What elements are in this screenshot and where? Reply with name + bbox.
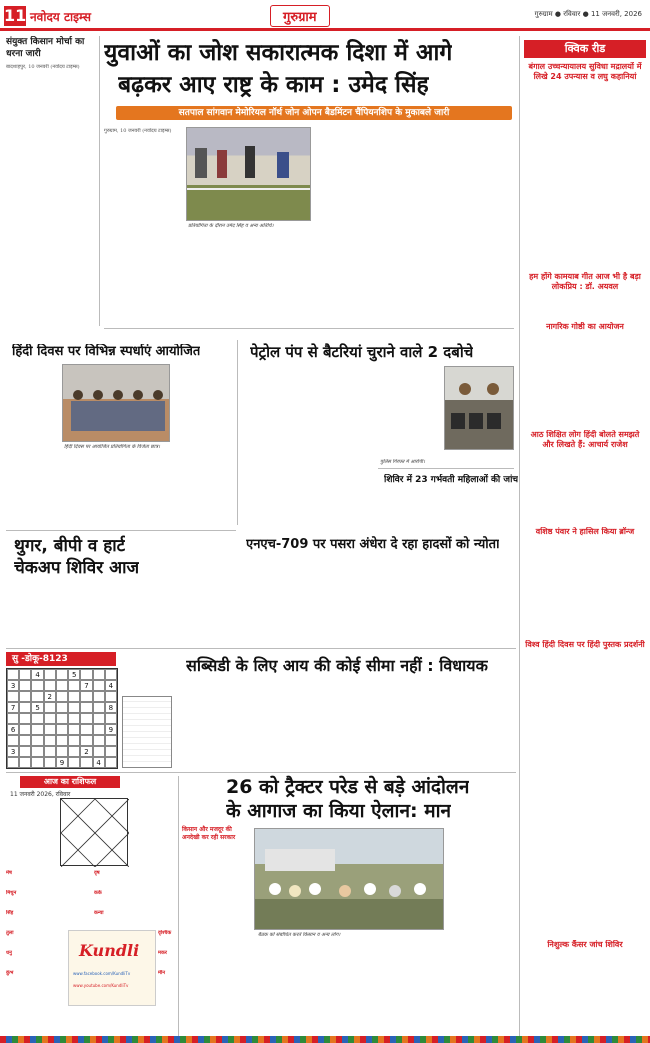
sudoku-cell xyxy=(44,702,56,713)
subsidy-col-2 xyxy=(250,682,314,768)
sudoku-cell xyxy=(31,713,43,724)
kundli-chart xyxy=(60,798,128,866)
rashi-name: कर्क xyxy=(94,890,102,896)
sudoku-cell: 2 xyxy=(80,746,92,757)
farmers-meeting-illustration xyxy=(255,829,444,930)
sudoku-cell xyxy=(105,713,117,724)
sudoku-cell: 5 xyxy=(31,702,43,713)
rashi-item xyxy=(6,950,66,968)
sudoku-cell: 3 xyxy=(7,680,19,691)
sudoku-cell xyxy=(19,669,31,680)
police-accused-illustration xyxy=(445,367,514,450)
rashi-name: वृष xyxy=(94,870,100,876)
rashi-name: कुंभ xyxy=(6,970,14,976)
hindi-diwas-headline: हिंदी दिवस पर विभिन्न स्पर्धाएं आयोजित xyxy=(12,344,201,359)
rashi-item xyxy=(6,910,66,928)
bottom-border xyxy=(0,1036,650,1043)
paper-name: नवोदय टाइम्स xyxy=(30,10,92,24)
quick-read-item-title: नागरिक गोष्ठी का आयोजन xyxy=(546,322,624,331)
thugar-col-1 xyxy=(8,582,116,646)
thugar-col-2 xyxy=(120,582,236,646)
left-top-dateline: बादशाहपुर, 10 जनवरी (नवोदय टाइम्स) xyxy=(6,64,80,70)
sudoku-cell xyxy=(68,746,80,757)
kundli-brand: Kundli xyxy=(79,941,140,960)
sudoku-cell xyxy=(31,691,43,702)
sudoku-cell: 3 xyxy=(7,746,19,757)
sudoku-cell: 4 xyxy=(93,757,105,768)
rashi-name: धनु xyxy=(6,950,12,956)
sudoku-cell xyxy=(19,724,31,735)
sudoku-cell xyxy=(93,713,105,724)
sudoku-cell xyxy=(105,691,117,702)
sudoku-cell xyxy=(80,735,92,746)
sudoku-cell: 9 xyxy=(56,757,68,768)
rashi-name: मिथुन xyxy=(6,890,17,896)
rashi-item xyxy=(6,930,66,948)
tractor-col-5 xyxy=(448,828,514,1036)
sudoku-cell: 4 xyxy=(105,680,117,691)
sudoku-cell xyxy=(56,746,68,757)
rashi-name: मीन xyxy=(158,970,166,976)
lead-headline-1: युवाओं का जोश सकारात्मक दिशा में आगे xyxy=(104,40,453,66)
sudoku-cell xyxy=(56,724,68,735)
rashifal-title: आज का राशिफल xyxy=(43,777,97,786)
sudoku-cell xyxy=(44,680,56,691)
tractor-col-2 xyxy=(254,942,316,1036)
sudoku-cell xyxy=(68,735,80,746)
thugar-headline-1: थुगर, बीपी व हार्ट xyxy=(14,536,126,556)
lead-strap xyxy=(116,106,512,120)
quick-read-item-title: आठ शिक्षित लोग हिंदी बोलते समझते और लिखते हैं: आचार्य राजेश xyxy=(530,430,640,449)
rashifal-date: 11 जनवरी 2026, रविवार xyxy=(10,791,71,798)
sudoku-cell xyxy=(80,724,92,735)
sudoku-cell xyxy=(68,680,80,691)
rashi-item xyxy=(94,890,154,908)
rashifal-intro-left xyxy=(6,800,58,866)
hindi-diwas-body-3 xyxy=(118,452,170,524)
youtube-link[interactable]: www.youtube.com/KundliTv xyxy=(73,983,129,988)
subsidy-col-5 xyxy=(450,682,514,768)
rashi-name: कन्या xyxy=(94,910,104,916)
rashi-item xyxy=(6,970,66,988)
sudoku-cell: 8 xyxy=(105,702,117,713)
quick-read-item-body xyxy=(524,551,646,630)
lead-col-4 xyxy=(315,128,375,324)
sudoku-cell xyxy=(7,757,19,768)
quick-read-item-title: हम होंगे कामयाब गीत आज भी है बड़ा लोकप्रिय : डॉ. अयवल xyxy=(529,272,641,291)
subsidy-headline: सब्सिडी के लिए आय की कोई सीमा नहीं : विधायक xyxy=(186,656,488,675)
lead-strap-text: सतपाल सांगवान मेमोरियल नॉर्थ जोन ओपन बैडमिंटन चैंपियनशिप के मुकाबले जारी xyxy=(178,108,450,118)
sudoku-cell xyxy=(19,680,31,691)
quick-read-item-body xyxy=(524,86,646,265)
sudoku-cell xyxy=(80,691,92,702)
nh-col-3 xyxy=(378,558,442,646)
tractor-headline-1: 26 को ट्रैक्टर परेड से बड़े आंदोलन xyxy=(226,776,470,798)
rashi-name: सिंह xyxy=(6,910,14,916)
sudoku-cell xyxy=(80,669,92,680)
hindi-diwas-photo xyxy=(62,364,170,442)
sudoku-cell: 5 xyxy=(68,669,80,680)
rashi-name: तुला xyxy=(6,930,14,936)
masthead xyxy=(0,0,650,31)
section-name: गुरुग्राम xyxy=(270,5,330,27)
sudoku-cell xyxy=(105,735,117,746)
sudoku-cell xyxy=(44,746,56,757)
sudoku-cell xyxy=(68,702,80,713)
sudoku-cell xyxy=(105,757,117,768)
sudoku-cell xyxy=(80,757,92,768)
quick-read-item-body xyxy=(524,454,646,518)
lead-headline-2: बढ़कर आए राष्ट्र के काम : उमेद सिंह xyxy=(118,72,429,98)
rashi-name: वृश्चिक xyxy=(158,930,172,936)
petrol-col-1 xyxy=(242,368,306,524)
nh-col-2 xyxy=(310,558,374,646)
shivir-body xyxy=(380,490,514,526)
hindi-diwas-body-2 xyxy=(62,452,114,524)
sudoku-cell: 9 xyxy=(105,724,117,735)
sudoku-cell xyxy=(7,691,19,702)
tractor-headline-2: के आगाज का किया ऐलान: मान xyxy=(226,800,452,822)
tractor-kicker-1: किसान और मजदूर की xyxy=(182,826,232,833)
sudoku-cell xyxy=(31,724,43,735)
thugar-headline-2: चेकअप शिविर आज xyxy=(14,558,140,578)
sudoku-cell xyxy=(31,746,43,757)
sudoku-cell xyxy=(68,713,80,724)
petrol-caption: पुलिस गिरफ्त में आरोपी। xyxy=(380,459,425,465)
rashifal-intro-right xyxy=(130,800,176,866)
sudoku-cell xyxy=(80,713,92,724)
students-group-illustration xyxy=(63,365,170,442)
lead-photo-caption: प्रतियोगिता के दौरान उमेद सिंह व अन्य अतिथि। xyxy=(188,223,274,229)
lead-col-5 xyxy=(380,128,443,324)
sudoku-cell xyxy=(56,669,68,680)
sudoku-cell xyxy=(56,680,68,691)
lead-col-6 xyxy=(448,128,512,324)
lead-dateline: गुरुग्राम, 10 जनवरी (नवोदय टाइम्स) xyxy=(104,128,172,134)
sudoku-cell xyxy=(7,669,19,680)
sudoku-cell xyxy=(31,757,43,768)
sudoku-cell xyxy=(105,669,117,680)
nh-headline: एनएच-709 पर पसरा अंधेरा दे रहा हादसों को न्योता xyxy=(246,537,500,552)
rashi-item xyxy=(6,870,66,888)
subsidy-col-1 xyxy=(182,682,246,768)
tractor-kicker xyxy=(182,826,244,842)
quick-read-item-body xyxy=(524,296,646,315)
sudoku-cell xyxy=(93,746,105,757)
sudoku-cell xyxy=(68,724,80,735)
sudoku-cell xyxy=(105,746,117,757)
page-number: 11 xyxy=(4,6,27,25)
tractor-kicker-2: अनदेखी कर रही सरकार xyxy=(182,834,236,841)
sudoku-rules xyxy=(122,652,172,692)
sudoku-title-bar xyxy=(6,652,116,666)
sudoku-cell: 6 xyxy=(7,724,19,735)
tractor-col-3 xyxy=(320,942,382,1036)
quick-read-item-body xyxy=(524,346,646,420)
subsidy-col-3 xyxy=(318,682,380,768)
sudoku-cell xyxy=(93,669,105,680)
sudoku-cell: 7 xyxy=(7,702,19,713)
rashifal-title-bar xyxy=(20,776,120,788)
sudoku-cell xyxy=(19,735,31,746)
sudoku-cell xyxy=(93,735,105,746)
sudoku-cell xyxy=(44,757,56,768)
nh-col-4 xyxy=(446,558,514,646)
subsidy-col-4 xyxy=(384,682,446,768)
sudoku-cell xyxy=(19,691,31,702)
kundli-ad xyxy=(68,930,156,1006)
sudoku-cell xyxy=(56,735,68,746)
rashi-item xyxy=(6,890,66,908)
date-line: गुरुग्राम ● रविवार ● 11 जनवरी, 2026 xyxy=(534,10,642,18)
sudoku-cell xyxy=(56,691,68,702)
kundli-chart-lines xyxy=(61,799,129,867)
tractor-photo xyxy=(254,828,444,930)
quick-read-title: क्विक रीड xyxy=(564,42,606,55)
sudoku-cell xyxy=(44,735,56,746)
petrol-photo xyxy=(444,366,514,450)
lead-col-1 xyxy=(104,128,182,324)
lead-col-3 xyxy=(252,232,310,324)
sudoku-cell xyxy=(19,757,31,768)
petrol-headline: पेट्रोल पंप से बैटरियां चुराने वाले 2 दबोचे xyxy=(250,343,474,361)
left-top-body xyxy=(6,64,94,322)
sudoku-cell xyxy=(19,746,31,757)
sudoku-cell xyxy=(93,724,105,735)
sudoku-title: सु -डोकू-8123 xyxy=(12,654,68,664)
sudoku-cell xyxy=(44,724,56,735)
sudoku-cell xyxy=(7,713,19,724)
sudoku-cell xyxy=(44,669,56,680)
sudoku-cell xyxy=(19,713,31,724)
sudoku-cell xyxy=(93,691,105,702)
rashi-name: मकर xyxy=(158,950,167,956)
quick-read-item-title: निशुल्क कैंसर जांच शिविर xyxy=(547,940,623,949)
quick-read-item-title: विश्व हिंदी दिवस पर हिंदी पुस्तक प्रदर्शनी xyxy=(525,640,645,649)
tractor-caption: बैठक को संबोधित करते किसान व अन्य लोग। xyxy=(258,932,341,938)
sudoku-cell: 7 xyxy=(80,680,92,691)
sudoku-cell: 2 xyxy=(44,691,56,702)
sudoku-answer-box xyxy=(122,696,172,768)
lead-photo xyxy=(186,127,311,221)
quick-read-header xyxy=(524,40,646,58)
sudoku-cell xyxy=(68,757,80,768)
badminton-hall-illustration xyxy=(187,128,311,221)
shivir-headline: शिविर में 23 गर्भवती महिलाओं की जांच xyxy=(384,475,519,485)
tractor-col-4 xyxy=(386,942,444,1036)
tractor-col-1 xyxy=(182,846,250,1036)
lead-col-2 xyxy=(186,232,249,324)
rashi-item xyxy=(94,870,154,888)
hindi-diwas-caption: हिंदी दिवस पर आयोजित प्रतियोगिता के विजेता छात्र। xyxy=(64,444,160,450)
hindi-diwas-body-4 xyxy=(174,364,234,524)
rashi-item xyxy=(94,910,154,928)
sudoku-cell xyxy=(80,702,92,713)
sudoku-cell xyxy=(7,735,19,746)
sudoku-cell xyxy=(68,691,80,702)
nh-col-1 xyxy=(242,558,306,646)
quick-read-item-title: वशिष्ठ पंवार ने हासिल किया ब्रॉन्ज xyxy=(535,527,635,536)
sudoku-grid xyxy=(6,668,118,769)
facebook-link[interactable]: www.facebook.com/KundliTv xyxy=(73,971,131,976)
left-top-headline: संयुक्त किसान मोर्चा का धरना जारी xyxy=(6,37,85,59)
sudoku-cell xyxy=(93,702,105,713)
sudoku-cell: 4 xyxy=(31,669,43,680)
hindi-diwas-body xyxy=(8,364,58,524)
sudoku-cell xyxy=(31,680,43,691)
rashi-name: मेष xyxy=(6,870,12,876)
sudoku-cell xyxy=(93,680,105,691)
sudoku-cell xyxy=(56,713,68,724)
sudoku-cell xyxy=(19,702,31,713)
sudoku-cell xyxy=(56,702,68,713)
quick-read-item-body xyxy=(524,964,646,1028)
sudoku-cell xyxy=(31,735,43,746)
sudoku-cell xyxy=(44,713,56,724)
quick-read-item-body xyxy=(524,664,646,928)
petrol-col-2 xyxy=(310,368,374,524)
quick-read-item-title: बंगाल उच्चन्यायालय सुविधा मद्रालयों में लिखे 24 उपन्यास व लघु कहानियां xyxy=(528,62,642,81)
petrol-col-3 xyxy=(378,368,440,456)
